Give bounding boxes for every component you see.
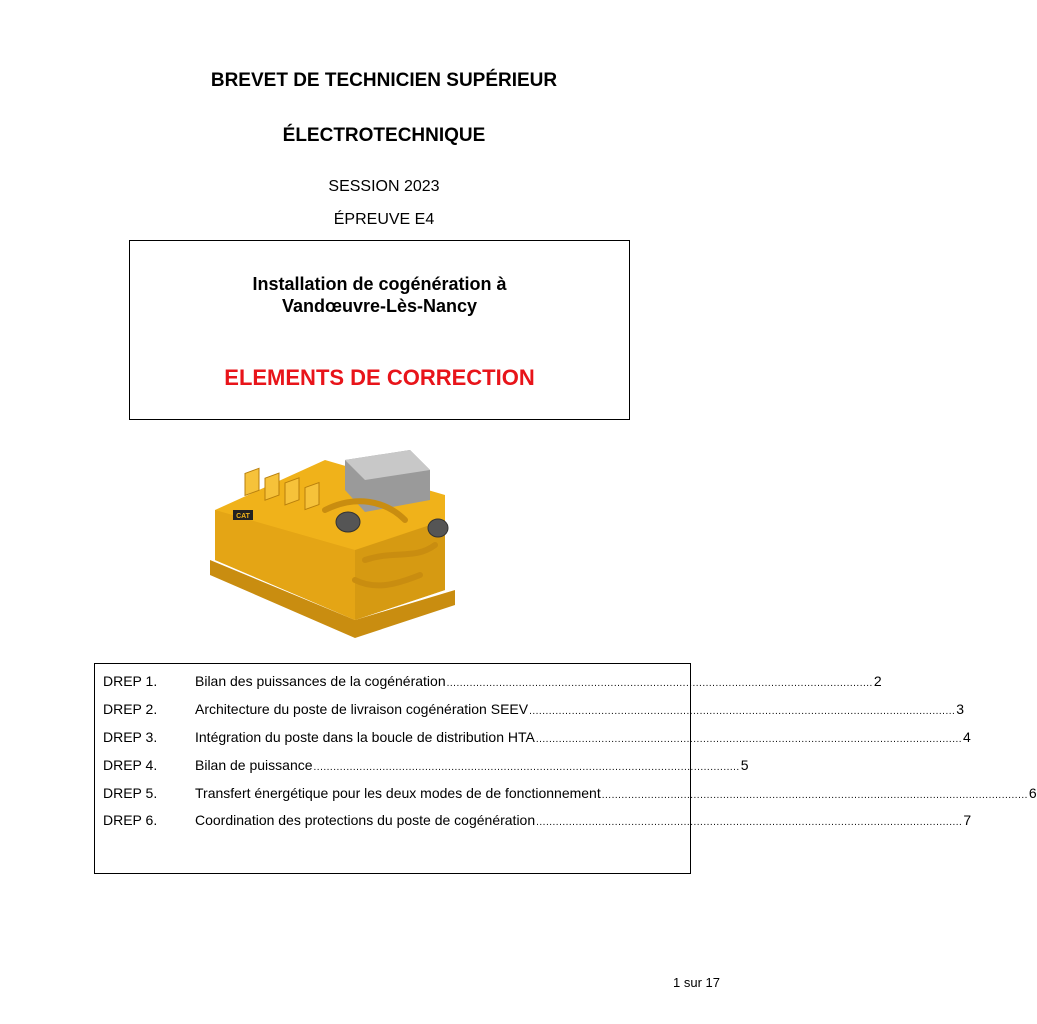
toc-box — [94, 663, 1037, 874]
toc-title: Bilan des puissances de la cogénération — [195, 673, 446, 689]
toc-page: 7 — [963, 812, 972, 828]
toc-title: Coordination des protections du poste de cogénération — [195, 812, 536, 828]
toc-page: 4 — [963, 729, 971, 745]
session-label: SESSION 2023 — [328, 178, 440, 195]
toc-page: 5 — [740, 757, 749, 773]
brand-logo: CAT — [236, 513, 250, 520]
generator-engine-image — [205, 440, 465, 640]
page-number: 1 sur 17 — [673, 975, 720, 990]
toc-title: Bilan de puissance — [195, 757, 313, 773]
toc-code: DREP 4. — [103, 757, 158, 773]
toc-row[interactable]: DREP 1. Bilan des puissances de la cogénération .................................................................................................................................. 2 — [103, 673, 882, 689]
toc-code: DREP 3. — [103, 729, 158, 745]
toc-row[interactable]: DREP 2. Architecture du poste de livraison cogénération SEEV .................................................................................................................................. 3 — [103, 701, 965, 717]
title-specialty: ÉLECTROTECHNIQUE — [282, 125, 486, 146]
toc-title: Transfert énergétique pour les deux modes de de fonctionnement — [195, 785, 601, 801]
toc-title: Intégration du poste dans la boucle de distribution HTA — [195, 729, 535, 745]
subject-line-1: Installation de cogénération à — [252, 274, 507, 294]
toc-title: Architecture du poste de livraison cogénération SEEV — [195, 701, 529, 717]
toc-row[interactable]: DREP 6. Coordination des protections du poste de cogénération .................................................................................................................................. 7 — [103, 812, 972, 828]
title-bts: BREVET DE TECHNICIEN SUPÉRIEUR — [210, 70, 558, 91]
subject-box — [129, 240, 630, 420]
subject-line-2: Vandœuvre-Lès-Nancy — [281, 296, 478, 316]
toc-code: DREP 6. — [103, 812, 158, 828]
correction-heading: ELEMENTS DE CORRECTION — [224, 365, 535, 390]
toc-code: DREP 2. — [103, 701, 158, 717]
toc-row[interactable]: DREP 5. Transfert énergétique pour les deux modes de de fonctionnement .................................................................................................................................. 6 — [103, 785, 1037, 801]
toc-page: 6 — [1028, 785, 1037, 801]
toc-code: DREP 5. — [103, 785, 158, 801]
toc-row[interactable]: DREP 3. Intégration du poste dans la boucle de distribution HTA .................................................................................................................................. 4 — [103, 729, 971, 745]
toc-code: DREP 1. — [103, 673, 158, 689]
toc-page: 2 — [873, 673, 882, 689]
epreuve-label: ÉPREUVE E4 — [333, 211, 435, 228]
toc-row[interactable]: DREP 4. Bilan de puissance .................................................................................................................................. 5 — [103, 757, 749, 773]
toc-page: 3 — [956, 701, 965, 717]
